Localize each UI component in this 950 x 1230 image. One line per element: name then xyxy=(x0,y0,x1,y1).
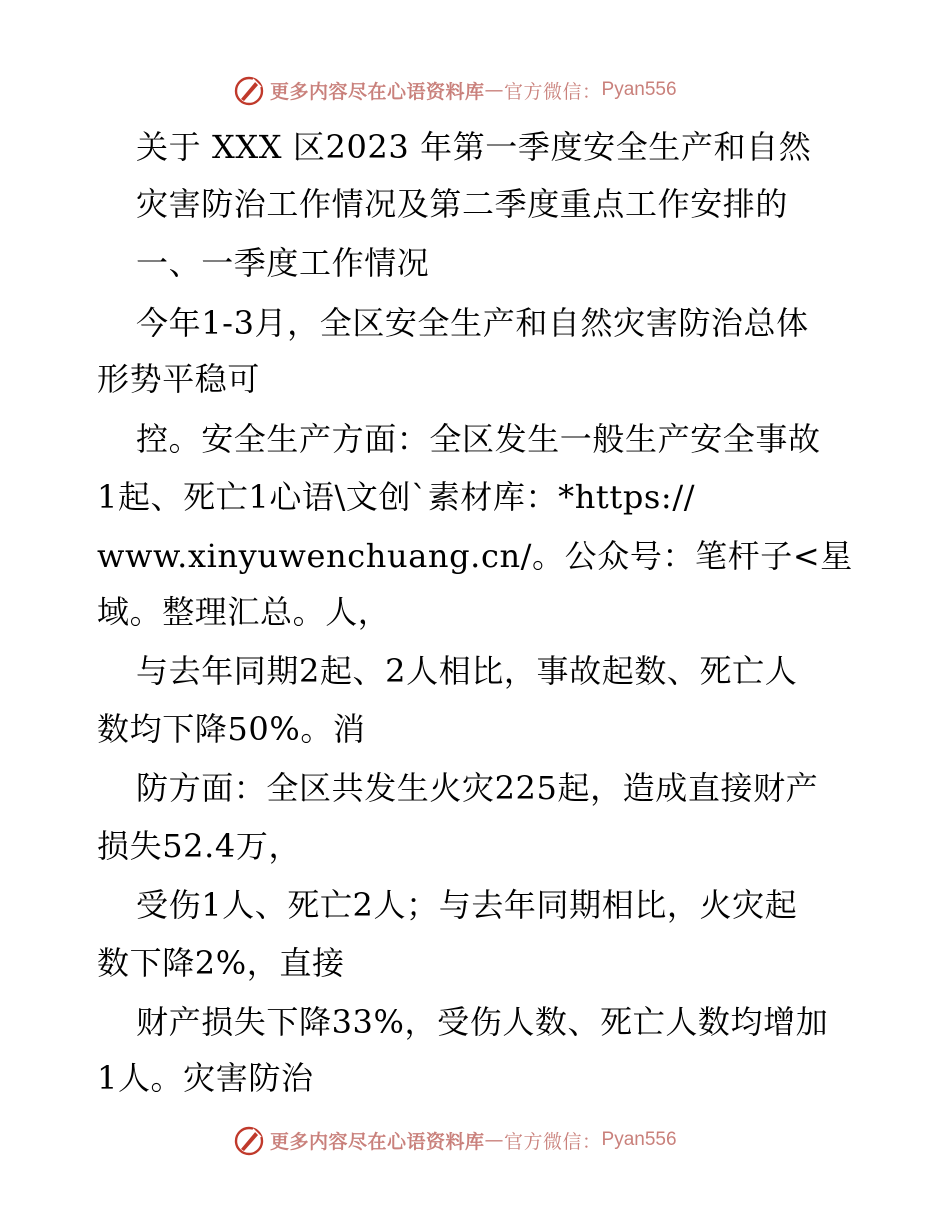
footer-watermark xyxy=(232,1123,677,1157)
paragraph-line: 受伤1人、死亡2人；与去年同期相比，火灾起 xyxy=(136,886,798,924)
watermark-wechat-id: Pyan556 xyxy=(601,79,677,100)
watermark-brand: 更多内容尽在心语资料库 xyxy=(270,1130,485,1153)
paragraph-line: 1人。灾害防治 xyxy=(97,1059,314,1097)
paragraph-line: 今年1-3月，全区安全生产和自然灾害防治总体 xyxy=(136,304,809,342)
title-line-2: 灾害防治工作情况及第二季度重点工作安排的 xyxy=(136,185,789,223)
paragraph-line: 与去年同期2起、2人相比，事故起数、死亡人 xyxy=(136,652,798,690)
paragraph-line: 域。整理汇总。人， xyxy=(97,593,391,631)
quill-logo-icon xyxy=(232,1123,266,1157)
watermark-brand: 更多内容尽在心语资料库 xyxy=(270,80,485,103)
paragraph-line: 控。安全生产方面：全区发生一般生产安全事故 xyxy=(136,420,821,458)
paragraph-line: 损失52.4万， xyxy=(97,827,302,865)
paragraph-line: 数均下降50%。消 xyxy=(97,710,366,748)
paragraph-line: 形势平稳可 xyxy=(97,360,261,398)
paragraph-line: 财产损失下降33%，受伤人数、死亡人数均增加 xyxy=(136,1003,829,1041)
watermark-official-label: 官方微信： xyxy=(504,80,602,103)
paragraph-line: www.xinyuwenchuang.cn/。公众号：笔杆子<星 xyxy=(97,537,853,575)
title-line-1: 关于 XXX 区2023 年第一季度安全生产和自然 xyxy=(136,128,812,166)
paragraph-line: 1起、死亡1心语\文创`素材库：*https:// xyxy=(97,478,696,516)
paragraph-line: 防方面：全区共发生火灾225起，造成直接财产 xyxy=(136,769,819,807)
watermark-separator: — xyxy=(484,1129,505,1151)
watermark-separator: — xyxy=(484,79,505,101)
section-heading: 一、一季度工作情况 xyxy=(136,244,430,282)
quill-logo-icon xyxy=(232,73,266,107)
paragraph-line: 数下降2%，直接 xyxy=(97,944,345,982)
watermark-official-label: 官方微信： xyxy=(504,1130,602,1153)
header-watermark xyxy=(232,73,677,107)
watermark-wechat-id: Pyan556 xyxy=(601,1129,677,1150)
